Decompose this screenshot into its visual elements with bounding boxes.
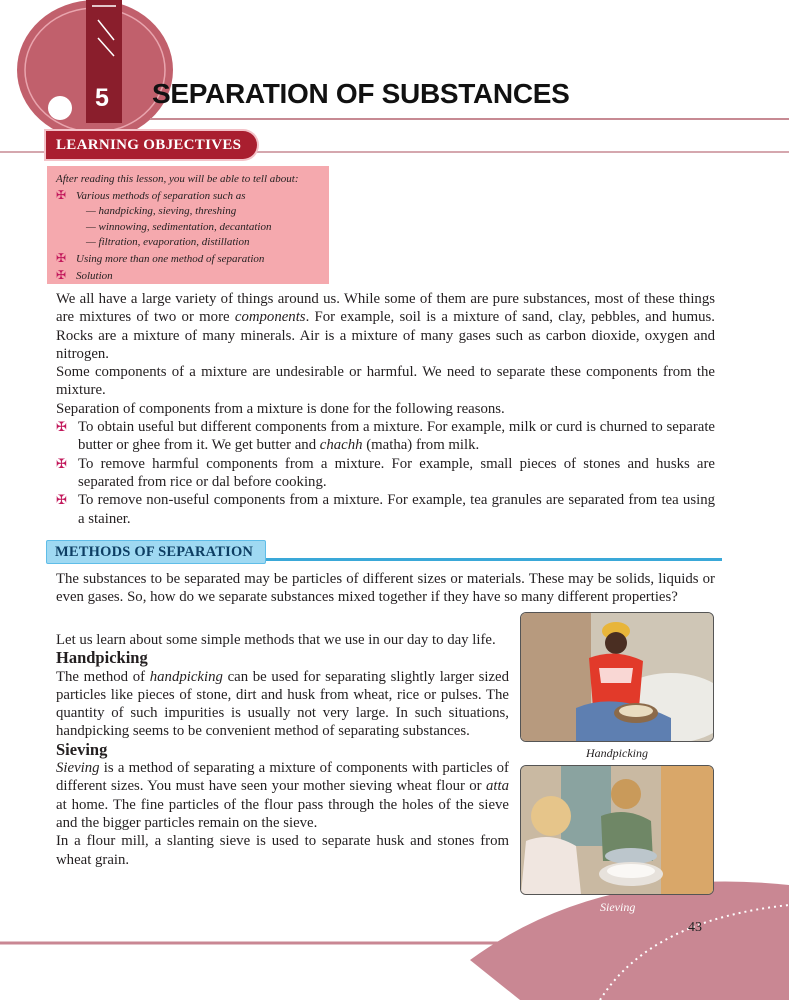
sieving-caption: Sieving [600,900,636,914]
intro-paragraph: Some components of a mixture are undesirable or harmful. We need to separate these components from the mixture. [56,364,715,399]
reason-item: ✠ To remove harmful components from a mixture. For example, small pieces of stones and husks are separated from rice or dal before cooking. [56,455,715,490]
handpicking-text: The method of handpicking can be used for separating slightly larger sized particles like pieces of stone, dirt and husk from wheat, rice or pulses. The quantity of such impurities is usually not very large. In such situations, handpicking seems to be convenient method of separating substances. [56,668,510,740]
sieving-photo [520,765,714,895]
reason-item: ✠ To remove non-useful components from a mixture. For example, tea granules are separated from tea using a stainer. [56,492,715,527]
lo-subitem: — handpicking, sieving, threshing [86,205,237,218]
handpicking-section [56,631,509,869]
bullet-icon: ✠ [56,419,67,435]
sieving-text: Sieving is a method of separating a mixture of components with particles of different sizes. You must have seen your mother sieving wheat flour or atta at home. The fine particles of the flour pass through the holes of the sieve and the bigger particles remain on the sieve. [56,760,509,831]
sieving-heading: Sieving [56,739,108,759]
learning-objectives-heading: LEARNING OBJECTIVES [46,131,257,159]
chapter-number: 5 [88,80,116,116]
lo-intro: After reading this lesson, you will be able to tell about: [56,173,299,185]
sieving-text-2: In a flour mill, a slanting sieve is used to separate husk and stones from wheat grain. [56,833,509,868]
lo-item: ✠ Solution [56,267,113,282]
bullet-icon: ✠ [56,455,67,471]
reason-item: ✠ To obtain useful but different components from a mixture. For example, milk or curd is churned to separate butter or ghee from it. We get butter and chachh (matha) from milk. [56,419,715,454]
bullet-icon: ✠ [56,267,67,282]
chapter-title: SEPARATION OF SUBSTANCES [152,78,570,109]
header-dot [48,96,72,120]
handpicking-photo [520,612,714,742]
sieving-illustration [521,766,713,894]
handpicking-caption: Handpicking [586,746,648,760]
lo-subitem: — winnowing, sedimentation, decantation [86,220,272,233]
learning-objectives-box [47,166,329,284]
lo-item: ✠ Various methods of separation such as [56,187,246,202]
intro-section [56,290,715,528]
methods-intro [56,570,715,607]
lo-item: ✠ Using more than one method of separation [56,250,265,265]
bullet-icon: ✠ [56,492,67,508]
intro-paragraph: Separation of components from a mixture is done for the following reasons. [56,400,505,417]
intro-paragraph: We all have a large variety of things around us. While some of them are pure substances, most of these things are mixtures of two or more components. For example, soil is a mixture of sand, clay, pebbles, and humus. Rocks are a mixture of many minerals. Air is a mixture of many gases such as carbon dioxide, oxygen and nitrogen. [56,291,715,362]
bullet-icon: ✠ [56,187,67,202]
methods-heading: METHODS OF SEPARATION [46,540,266,564]
bullet-icon: ✠ [56,250,67,265]
lo-subitem: — filtration, evaporation, distillation [86,236,250,249]
methods-lead: Let us learn about some simple methods that we use in our day to day life. [56,632,496,648]
page-number: 43 [688,920,702,935]
handpicking-illustration [521,613,713,741]
handpicking-heading: Handpicking [56,648,148,668]
methods-intro-text: The substances to be separated may be particles of different sizes or materials. These may be solids, liquids or even gases. So, how do we separate substances mixed together if they have so many different properties? [56,571,715,606]
